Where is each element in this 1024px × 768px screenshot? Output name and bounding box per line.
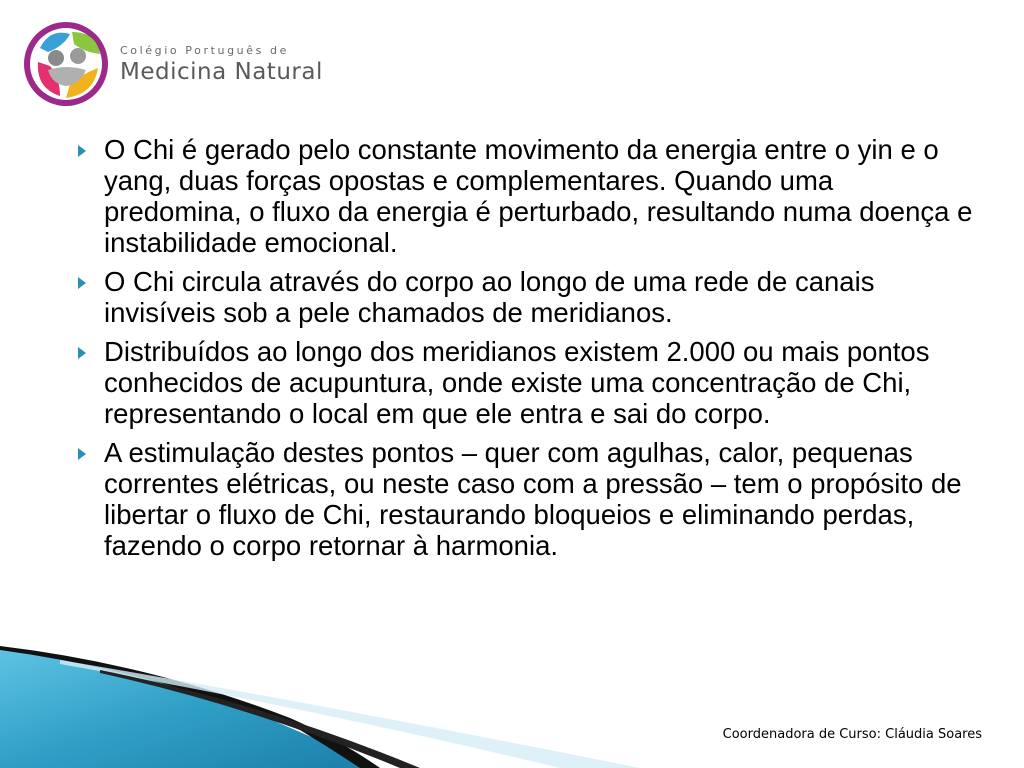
arrow-bullet-icon xyxy=(78,448,86,460)
bullet-item xyxy=(74,336,974,429)
bullet-item xyxy=(74,437,974,561)
bullet-item xyxy=(74,266,974,328)
decorative-swoosh xyxy=(0,640,1024,768)
arrow-bullet-icon xyxy=(78,277,86,289)
bullet-item xyxy=(74,134,974,258)
arrow-bullet-icon xyxy=(78,145,86,157)
bullet-text: A estimulação destes pontos – quer com agulhas, calor, pequenas correntes elétricas, ou neste caso com a pressão – tem o propósito de libertar o fluxo de Chi, restaurando bloqueios e eliminando perdas, fazendo o corpo retornar à harmonia. xyxy=(104,437,962,561)
bullet-text: O Chi circula através do corpo ao longo de uma rede de canais invisíveis sob a pele chamados de meridianos. xyxy=(104,266,875,328)
arrow-bullet-icon xyxy=(78,347,86,359)
school-logo xyxy=(20,18,323,110)
bullet-text: O Chi é gerado pelo constante movimento da energia entre o yin e o yang, duas forças opostas e complementares. Quando uma predomina, o fluxo da energia é perturbado, resultando numa doença e instabilidade emocional. xyxy=(104,134,973,258)
logo-emblem-icon xyxy=(20,18,112,110)
footer-credit: Coordenadora de Curso: Cláudia Soares xyxy=(722,727,982,742)
logo-line-1: Colégio Português de xyxy=(120,44,289,57)
bullet-text: Distribuídos ao longo dos meridianos existem 2.000 ou mais pontos conhecidos de acupuntura, onde existe uma concentração de Chi, representando o local em que ele entra e sai do corpo. xyxy=(104,336,930,429)
logo-line-2: Medicina Natural xyxy=(120,59,323,85)
bullet-list xyxy=(74,134,974,569)
